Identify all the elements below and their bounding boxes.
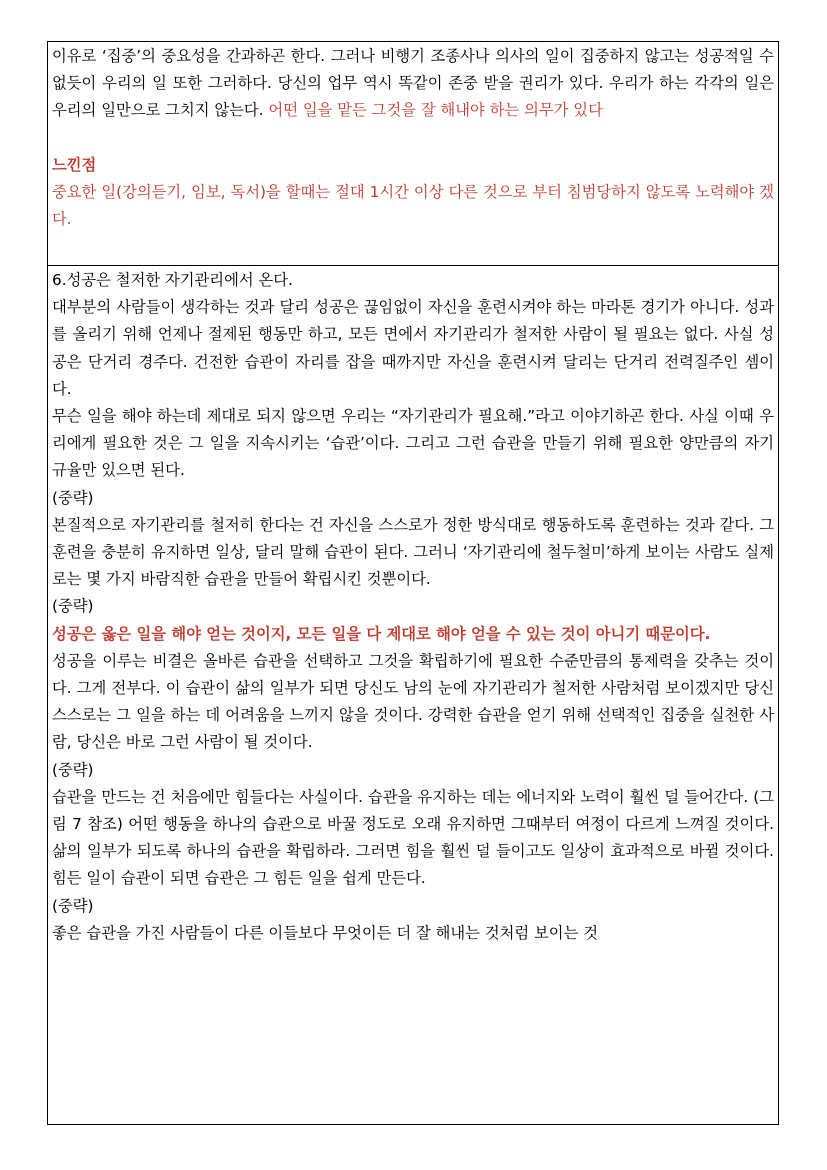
- top-cell: [48, 42, 778, 266]
- section-title: 6.성공은 철저한 자기관리에서 온다.: [52, 271, 293, 289]
- paragraph-6: 습관을 만드는 건 처음에만 힘들다는 사실이다. 습관을 유지하는 데는 에너지와 노력이 훨씬 덜 들어간다. (그림 7 참조) 어떤 행동을 하나의 습관으로 바꿀 정도로 오래 유지하면 그때부터 여정이 다르게 느껴질 것이다. 삶의 일부가 되도록 하나의 습관을 확립하라. 그러면 힘을 훨씬 덜 들이고도 일상이 효과적으로 바뀔 것이다. 힘든 일이 습관이 되면 습관은 그 힘든 일을 쉽게 만든다.: [52, 787, 774, 888]
- paragraph-3: 본질적으로 자기관리를 철저히 한다는 건 자신을 스스로가 정한 방식대로 행동하도록 훈련하는 것과 같다. 그 훈련을 충분히 유지하면 일상, 달리 말해 습관이 된다. 그러니 ‘자기관리에 철두철미’하게 보이는 사람도 실제로는 몇 가지 바람직한 습관을 만들어 확립시킨 것뿐이다.: [52, 515, 774, 589]
- intro-paragraph: [52, 43, 774, 125]
- intro-highlight: 어떤 일을 맡든 그것을 잘 해내야 하는 의무가 있다: [268, 101, 603, 120]
- key-sentence: 성공은 옳은 일을 해야 얻는 것이지, 모든 일을 다 제대로 해야 얻을 수 있는 것이 아니기 때문이다.: [52, 624, 711, 643]
- intro-text: 이유로 ‘집중’의 중요성을 간과하곤 한다. 그러나 비행기 조종사나 의사의 일이 집중하지 않고는 성공적일 수 없듯이 우리의 일 또한 그러하다. 당신의 업무 역시 똑같이 존중 받을 권리가 있다. 우리가 하는 각각의 일은 우리의 일만으로 그치지 않는다.: [52, 47, 775, 120]
- omission-marker: (중략): [52, 488, 94, 507]
- omission-marker: (중략): [52, 896, 94, 915]
- document-table: [47, 41, 779, 1125]
- bottom-cell: [48, 266, 778, 1124]
- reflection-heading: 느낀점: [52, 155, 97, 174]
- paragraph-2: 무슨 일을 해야 하는데 제대로 되지 않으면 우리는 “자기관리가 필요해.”라고 이야기하곤 한다. 사실 이때 우리에게 필요한 것은 그 일을 지속시키는 ‘습관’이다. 그리고 그런 습관을 만들기 위해 필요한 양만큼의 자기 규율만 있으면 된다.: [52, 407, 774, 480]
- reflection-text: 중요한 일(강의듣기, 임보, 독서)을 할때는 절대 1시간 이상 다른 것으로 부터 침범당하지 않도록 노력해야 겠다.: [52, 183, 774, 229]
- omission-marker: (중략): [52, 597, 94, 616]
- blank-line: [52, 125, 774, 152]
- omission-marker: (중략): [52, 760, 94, 779]
- paragraph-1: 대부분의 사람들이 생각하는 것과 달리 성공은 끊임없이 자신을 훈련시켜야 하는 마라톤 경기가 아니다. 성과를 올리기 위해 언제나 절제된 행동만 하고, 모든 면에서 자기관리가 철저한 사람이 될 필요는 없다. 사실 성공은 단거리 경주다. 건전한 습관이 자리를 잡을 때까지만 자신을 훈련시켜 달리는 단거리 전력질주인 셈이다.: [52, 298, 774, 398]
- paragraph-5: 성공을 이루는 비결은 올바른 습관을 선택하고 그것을 확립하기에 필요한 수준만큼의 통제력을 갖추는 것이다. 그게 전부다. 이 습관이 삶의 일부가 되면 당신도 남의 눈에 자기관리가 철저한 사람처럼 보이겠지만 당신 스스로는 그 일을 하는 데 어려움을 느끼지 않을 것이다. 강력한 습관을 얻기 위해 선택적인 집중을 실천한 사람, 당신은 바로 그런 사람이 될 것이다.: [52, 651, 774, 752]
- paragraph-7: 좋은 습관을 가진 사람들이 다른 이들보다 무엇이든 더 잘 해내는 것처럼 보이는 것: [52, 923, 598, 942]
